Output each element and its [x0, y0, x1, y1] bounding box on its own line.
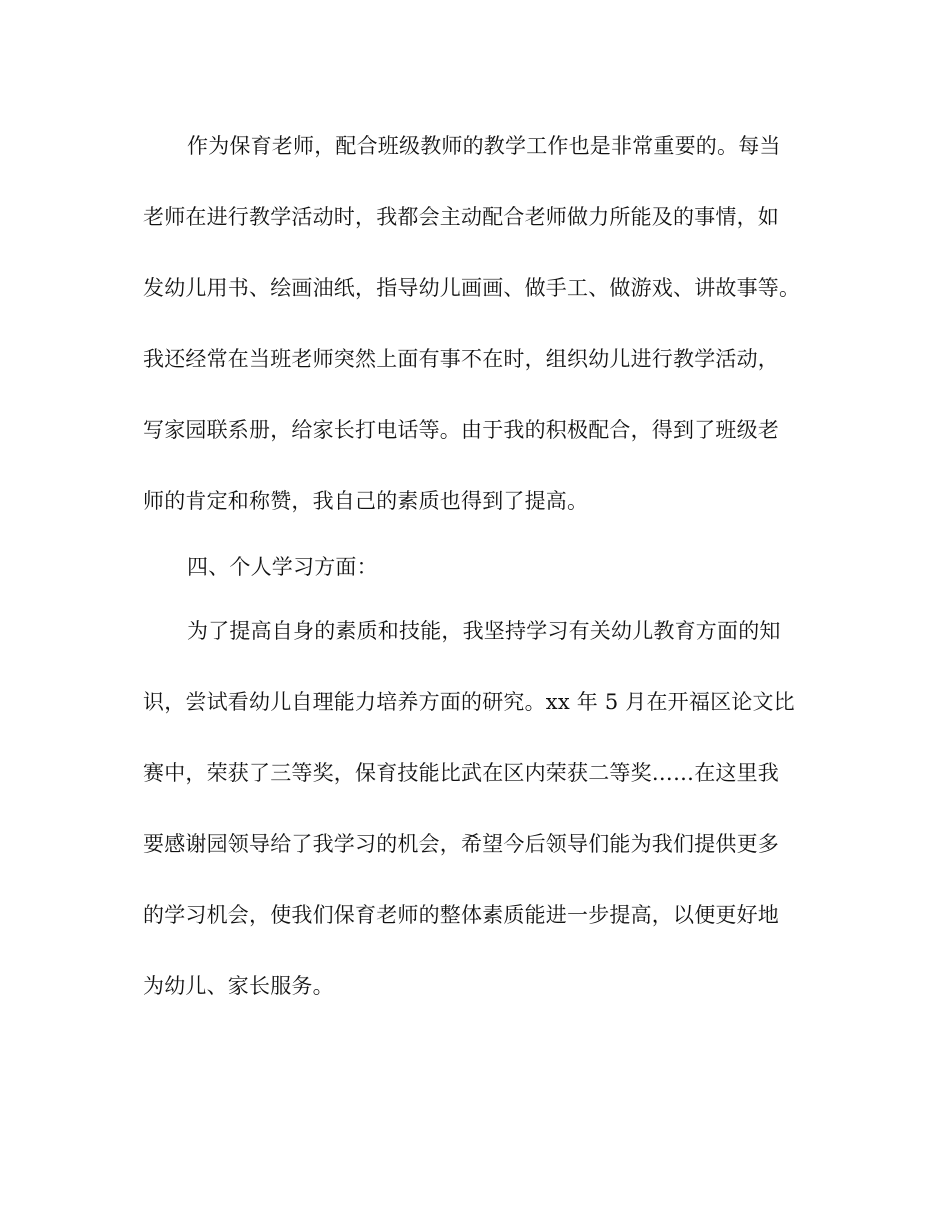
paragraph-line: 为了提高自身的素质和技能，我坚持学习有关幼儿教育方面的知 — [187, 619, 781, 643]
paragraph-line: 写家园联系册，给家长打电话等。由于我的积极配合，得到了班级老 — [143, 418, 779, 442]
paragraph-line: 发幼儿用书、绘画油纸，指导幼儿画画、做手工、做游戏、讲故事等。 — [143, 276, 801, 300]
paragraph-line: 的学习机会，使我们保育老师的整体素质能进一步提高，以便更好地 — [143, 903, 779, 927]
section-heading: 四、个人学习方面： — [187, 555, 378, 579]
paragraph-line: 为幼儿、家长服务。 — [143, 974, 334, 998]
paragraph-line: 老师在进行教学活动时，我都会主动配合老师做力所能及的事情，如 — [143, 205, 779, 229]
paragraph-line: 识，尝试看幼儿自理能力培养方面的研究。xx 年 5 月在开福区论文比 — [143, 690, 795, 714]
paragraph-line: 要感谢园领导给了我学习的机会，希望今后领导们能为我们提供更多 — [143, 832, 779, 856]
paragraph-line: 我还经常在当班老师突然上面有事不在时，组织幼儿进行教学活动， — [143, 347, 779, 371]
paragraph-line: 师的肯定和称赞，我自己的素质也得到了提高。 — [143, 489, 589, 513]
paragraph-line: 作为保育老师，配合班级教师的教学工作也是非常重要的。每当 — [187, 134, 781, 158]
paragraph-line: 赛中，荣获了三等奖，保育技能比武在区内荣获二等奖……在这里我 — [143, 761, 779, 785]
